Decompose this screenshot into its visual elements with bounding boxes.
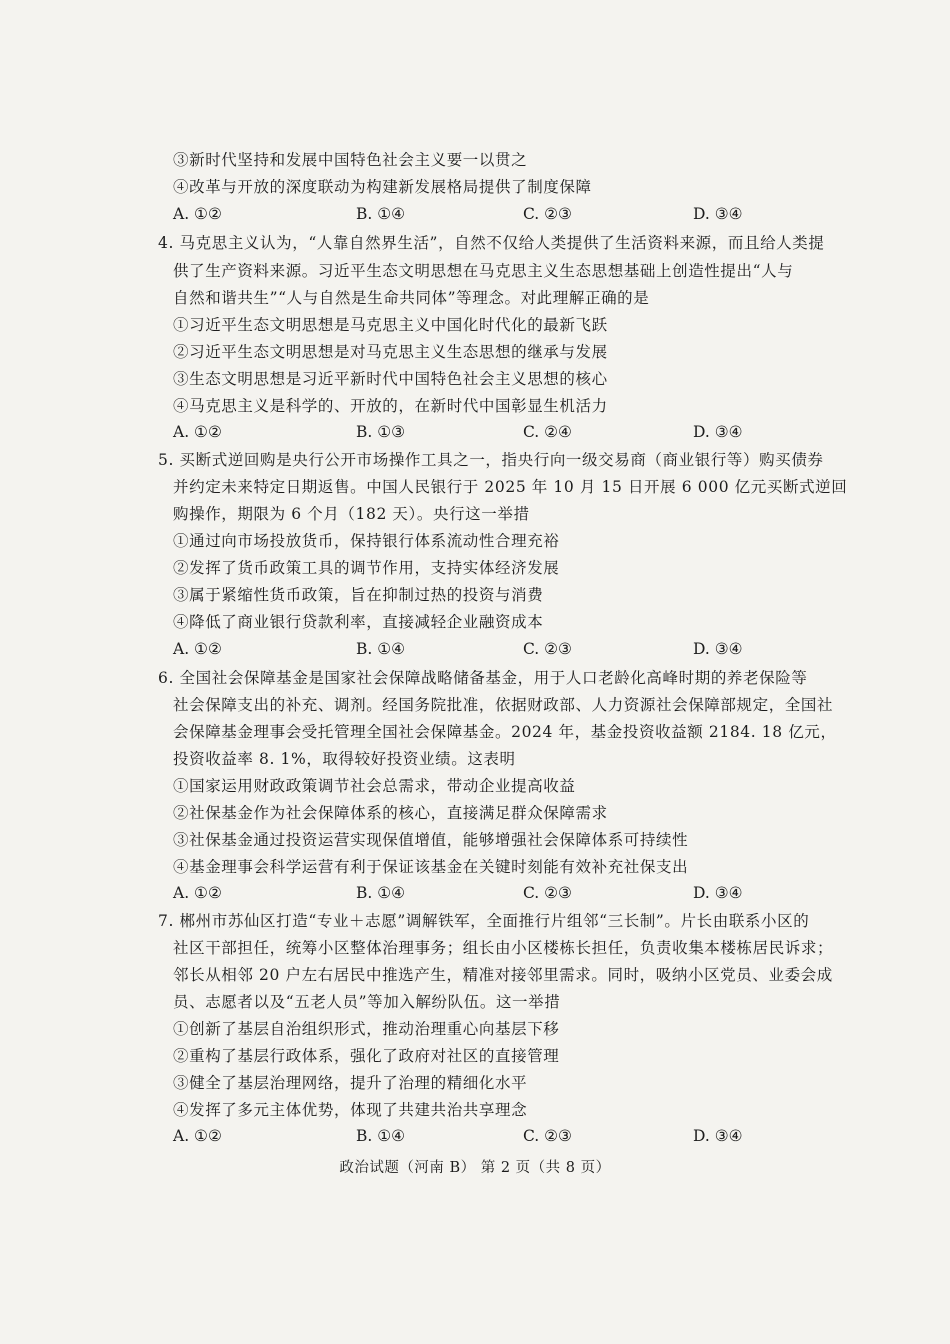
q6-stem-line-2: 社会保障支出的补充、调剂。经国务院批准，依据财政部、人力资源社会保障部规定，全国社 xyxy=(173,696,834,714)
prev-item-3: ③新时代坚持和发展中国特色社会主义要一以贯之 xyxy=(173,151,528,169)
option-d: D. ③④ xyxy=(693,1127,743,1145)
q6-stem-line-3: 会保障基金理事会受托管理全国社会保障基金。2024 年，基金投资收益额 2184. 18 亿元， xyxy=(173,723,837,741)
q7-stem-line-4: 员、志愿者以及“五老人员”等加入解纷队伍。这一举措 xyxy=(173,993,561,1011)
option-d: D. ③④ xyxy=(693,884,743,902)
option-d: D. ③④ xyxy=(693,423,743,441)
q5-stem-line-1: 5. 买断式逆回购是央行公开市场操作工具之一，指央行向一级交易商（商业银行等）购买债券 xyxy=(158,451,824,469)
option-c: C. ②④ xyxy=(523,423,572,441)
option-a: A. ①② xyxy=(173,640,222,658)
option-a: A. ①② xyxy=(173,205,222,223)
q6-stem-line-1: 6. 全国社会保障基金是国家社会保障战略储备基金，用于人口老龄化高峰时期的养老保险等 xyxy=(158,669,808,687)
q4-options xyxy=(173,423,793,443)
q5-item-3: ③属于紧缩性货币政策，旨在抑制过热的投资与消费 xyxy=(173,586,544,604)
q7-stem-line-2: 社区干部担任，统筹小区整体治理事务；组长由小区楼栋长担任，负责收集本楼栋居民诉求； xyxy=(173,939,834,957)
option-c: C. ②③ xyxy=(523,205,572,223)
page-footer: 政治试题（河南 B） 第 2 页（共 8 页） xyxy=(339,1160,611,1176)
q5-item-4: ④降低了商业银行贷款利率，直接减轻企业融资成本 xyxy=(173,613,544,631)
q6-stem-line-4: 投资收益率 8. 1%，取得较好投资业绩。这表明 xyxy=(173,750,516,768)
q6-item-3: ③社保基金通过投资运营实现保值增值，能够增强社会保障体系可持续性 xyxy=(173,831,689,849)
option-b: B. ①④ xyxy=(356,205,406,223)
option-d: D. ③④ xyxy=(693,205,743,223)
option-a: A. ①② xyxy=(173,1127,222,1145)
q5-stem-line-3: 购操作，期限为 6 个月（182 天）。央行这一举措 xyxy=(173,505,530,523)
q6-options xyxy=(173,884,793,904)
q4-item-2: ②习近平生态文明思想是对马克思主义生态思想的继承与发展 xyxy=(173,343,608,361)
option-c: C. ②③ xyxy=(523,884,572,902)
q6-item-1: ①国家运用财政政策调节社会总需求，带动企业提高收益 xyxy=(173,777,576,795)
q5-item-2: ②发挥了货币政策工具的调节作用，支持实体经济发展 xyxy=(173,559,560,577)
prev-options xyxy=(173,205,793,225)
q4-item-1: ①习近平生态文明思想是马克思主义中国化时代化的最新飞跃 xyxy=(173,316,608,334)
q7-item-2: ②重构了基层行政体系，强化了政府对社区的直接管理 xyxy=(173,1047,560,1065)
q4-stem-line-1: 4. 马克思主义认为，“人靠自然界生活”，自然不仅给人类提供了生活资料来源，而且给人类提 xyxy=(158,234,825,252)
option-b: B. ①④ xyxy=(356,1127,406,1145)
q7-stem-line-3: 邻长从相邻 20 户左右居民中推选产生，精准对接邻里需求。同时，吸纳小区党员、业委会成 xyxy=(173,966,833,984)
q5-options xyxy=(173,640,793,660)
q7-item-3: ③健全了基层治理网络，提升了治理的精细化水平 xyxy=(173,1074,528,1092)
option-b: B. ①③ xyxy=(356,423,406,441)
q6-item-4: ④基金理事会科学运营有利于保证该基金在关键时刻能有效补充社保支出 xyxy=(173,858,689,876)
q7-stem-line-1: 7. 郴州市苏仙区打造“专业＋志愿”调解铁军，全面推行片组邻“三长制”。片长由联系小区的 xyxy=(158,912,810,930)
option-c: C. ②③ xyxy=(523,640,572,658)
q4-stem-line-2: 供了生产资料来源。习近平生态文明思想在马克思主义生态思想基础上创造性提出“人与 xyxy=(173,262,794,280)
q7-options xyxy=(173,1127,793,1147)
option-b: B. ①④ xyxy=(356,640,406,658)
q5-stem-line-2: 并约定未来特定日期返售。中国人民银行于 2025 年 10 月 15 日开展 6 000 亿元买断式逆回 xyxy=(173,478,848,496)
option-d: D. ③④ xyxy=(693,640,743,658)
option-c: C. ②③ xyxy=(523,1127,572,1145)
option-a: A. ①② xyxy=(173,884,222,902)
q4-item-4: ④马克思主义是科学的、开放的，在新时代中国彰显生机活力 xyxy=(173,397,608,415)
q5-item-1: ①通过向市场投放货币，保持银行体系流动性合理充裕 xyxy=(173,532,560,550)
q4-stem-line-3: 自然和谐共生”“人与自然是生命共同体”等理念。对此理解正确的是 xyxy=(173,289,650,307)
q7-item-4: ④发挥了多元主体优势，体现了共建共治共享理念 xyxy=(173,1101,528,1119)
option-b: B. ①④ xyxy=(356,884,406,902)
prev-item-4: ④改革与开放的深度联动为构建新发展格局提供了制度保障 xyxy=(173,178,592,196)
q7-item-1: ①创新了基层自治组织形式，推动治理重心向基层下移 xyxy=(173,1020,560,1038)
option-a: A. ①② xyxy=(173,423,222,441)
q6-item-2: ②社保基金作为社会保障体系的核心，直接满足群众保障需求 xyxy=(173,804,608,822)
q4-item-3: ③生态文明思想是习近平新时代中国特色社会主义思想的核心 xyxy=(173,370,608,388)
